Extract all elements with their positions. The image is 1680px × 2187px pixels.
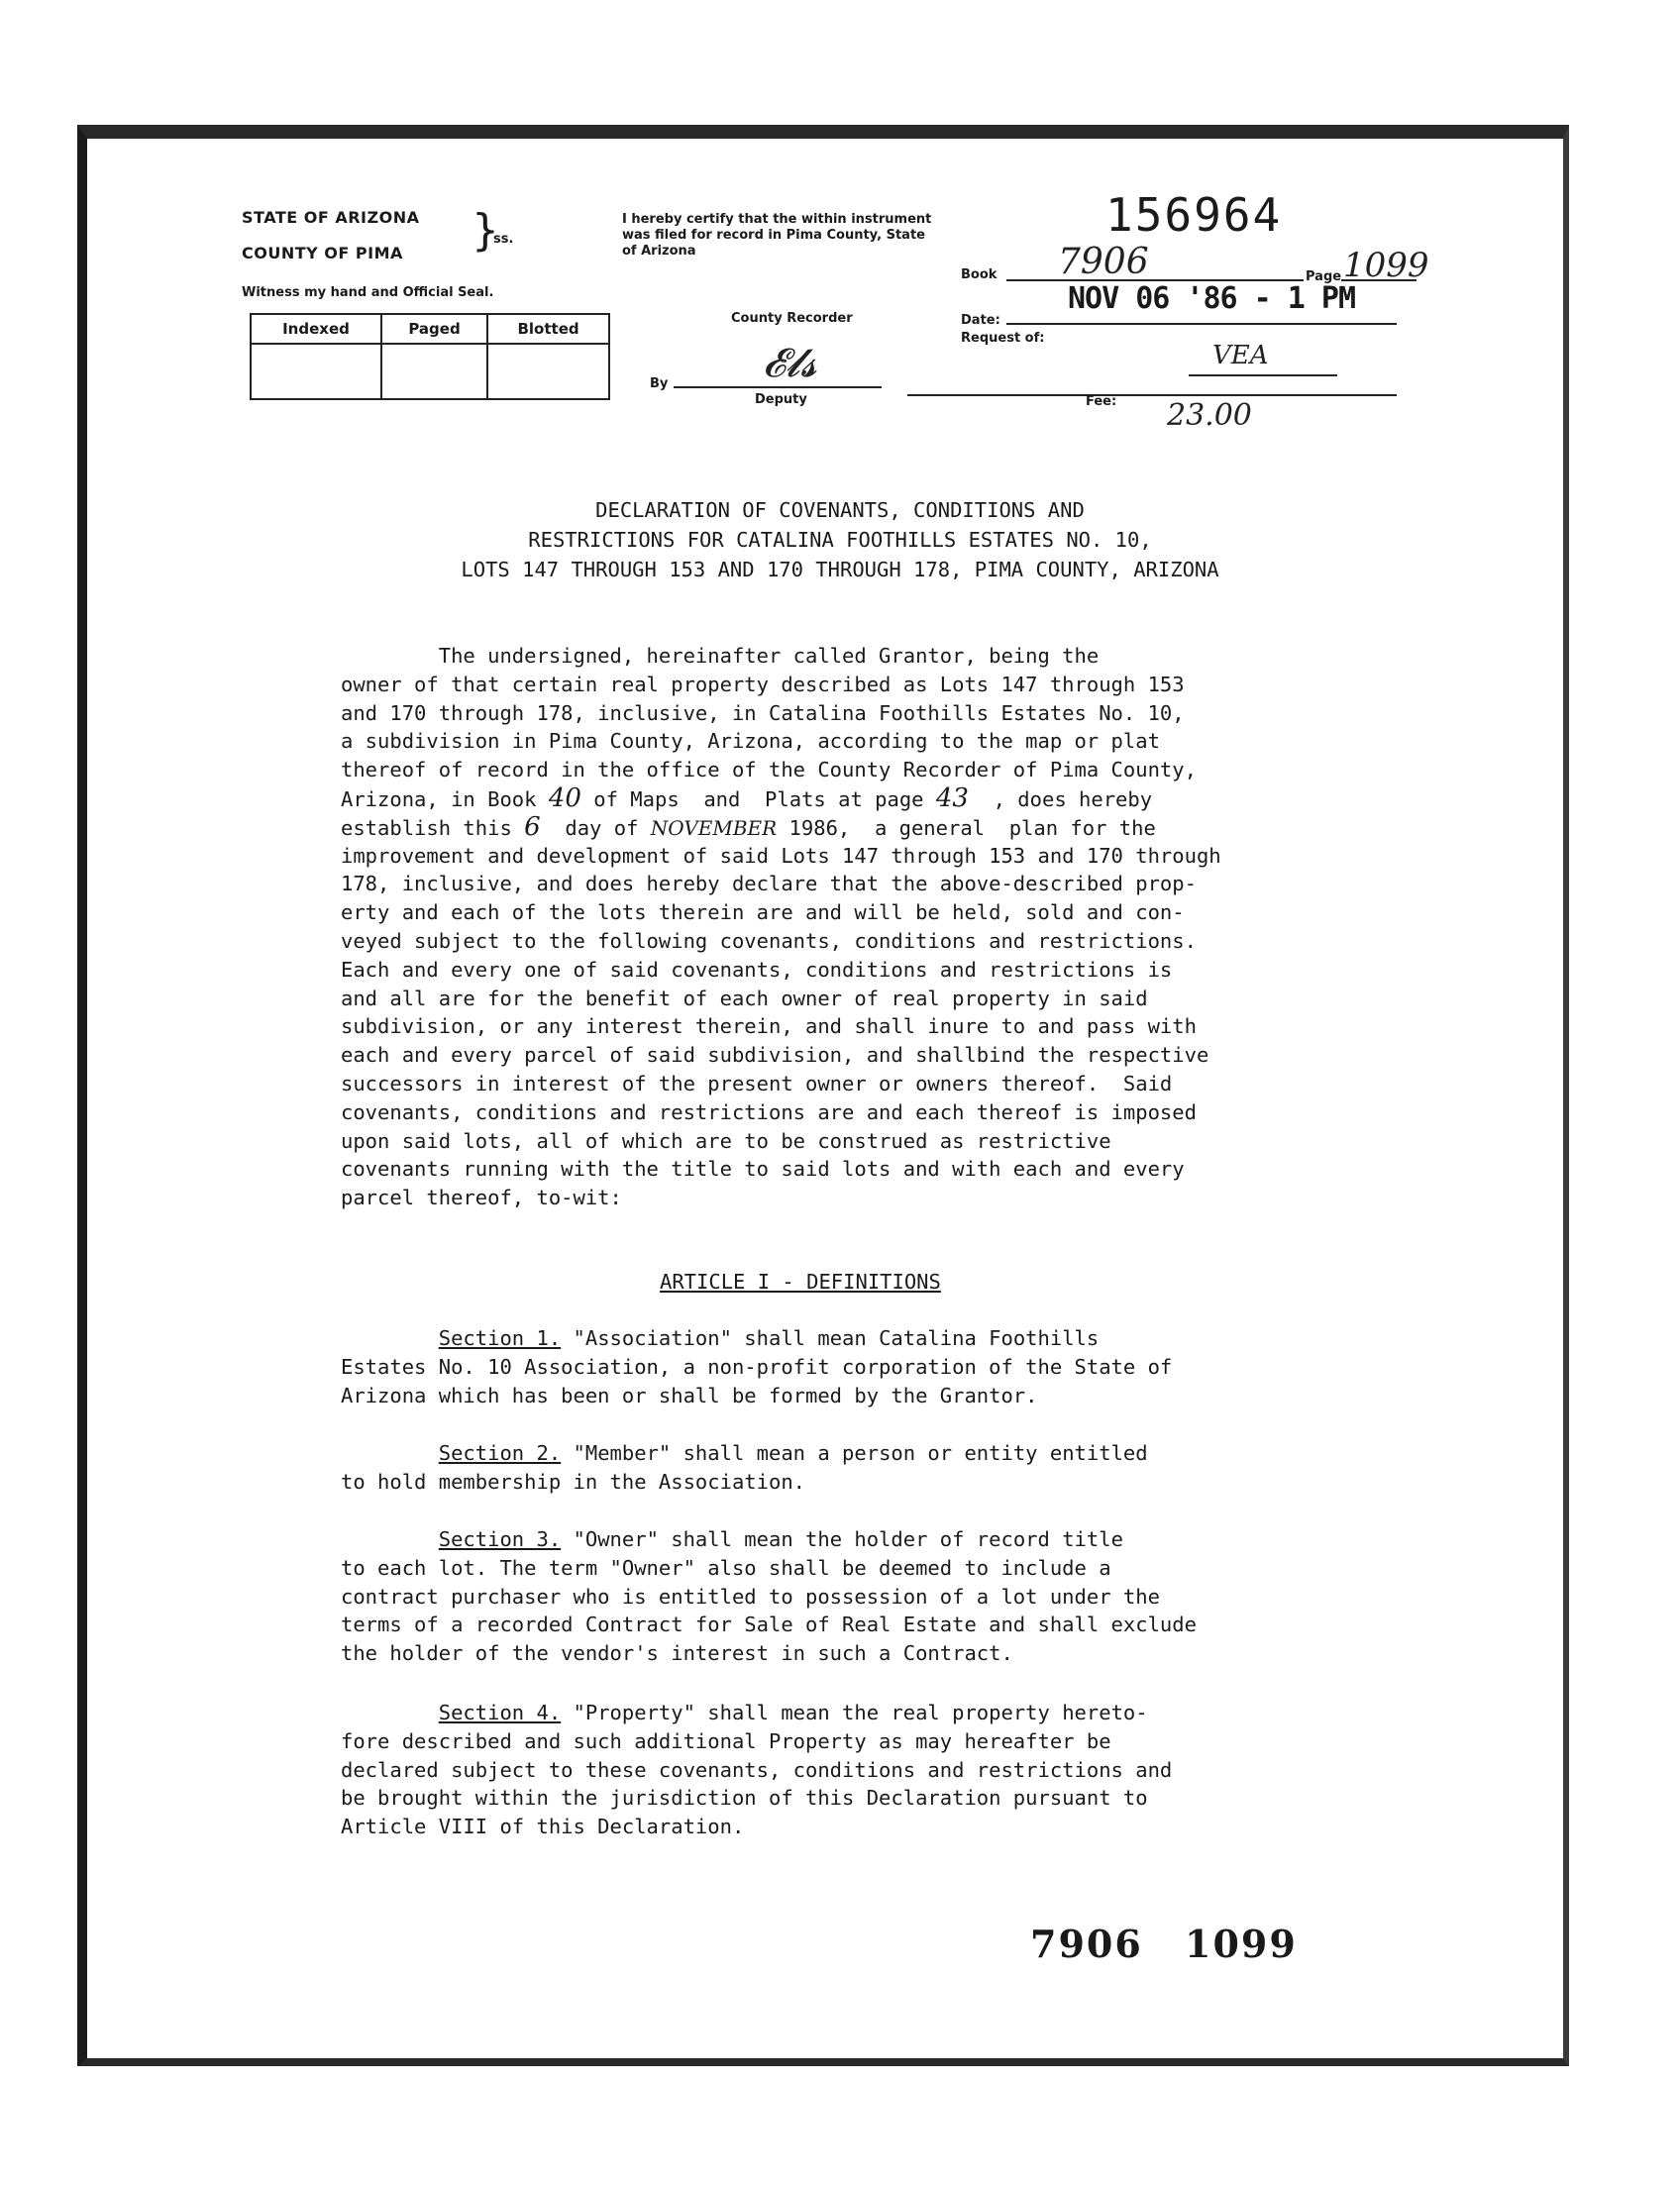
section-4-line: Article VIII of this Declaration. [341, 1815, 745, 1839]
request-line [1189, 374, 1337, 376]
section-2-label: Section 2. [438, 1441, 562, 1465]
section-3-line: to each lot. The term "Owner" also shall be deemed to include a [341, 1555, 1111, 1580]
intro-text: establish this [341, 815, 525, 840]
ss-label: ss. [493, 232, 514, 247]
recording-table [250, 313, 610, 400]
title-line-1: DECLARATION OF COVENANTS, CONDITIONS AND [595, 498, 1085, 522]
state-label: STATE OF ARIZONA [242, 208, 420, 227]
article-heading: ARTICLE I - DEFINITIONS [660, 1270, 941, 1294]
page-value: 1099 [1343, 246, 1429, 285]
section-4-label: Section 4. [438, 1701, 562, 1724]
section-text: "Property" shall mean the real property hereto- [561, 1701, 1148, 1724]
intro-line: 178, inclusive, and does hereby declare that the above-described prop- [341, 872, 1197, 896]
intro-line: improvement and development of said Lots 147 through 153 and 170 through [341, 843, 1221, 868]
intro-line: erty and each of the lots therein are and will be held, sold and con- [341, 900, 1185, 925]
page-label: Page [1306, 269, 1342, 284]
section-2-line [341, 1439, 1391, 1468]
section-3-line: terms of a recorded Contract for Sale of Real Estate and shall exclude [341, 1613, 1197, 1637]
fee-label: Fee: [1086, 394, 1117, 409]
handwritten-book: 40 [548, 783, 581, 813]
county-recorder-label: County Recorder [731, 311, 853, 326]
handwritten-month: NOVEMBER [650, 815, 778, 840]
section-4-line: be brought within the jurisdiction of this Declaration pursuant to [341, 1786, 1148, 1811]
section-3-line: the holder of the vendor's interest in such a Contract. [341, 1641, 1013, 1666]
section-2-line: to hold membership in the Association. [341, 1469, 805, 1494]
intro-line: parcel thereof, to-wit: [341, 1186, 622, 1210]
title-line-3: LOTS 147 THROUGH 153 AND 170 THROUGH 178, PIMA COUNTY, ARIZONA [461, 558, 1219, 581]
blotted-cell [487, 344, 609, 399]
intro-line: covenants running with the title to said lots and with each and every [341, 1157, 1185, 1182]
intro-line: thereof of record in the office of the County Recorder of Pima County, [341, 758, 1197, 782]
intro-line: Each and every one of said covenants, conditions and restrictions is [341, 957, 1173, 982]
date-stamp: NOV 06 '86 - 1 PM [1068, 281, 1356, 316]
date-label: Date: [961, 313, 1000, 328]
intro-line: covenants, conditions and restrictions are and each thereof is imposed [341, 1099, 1197, 1124]
deputy-label: Deputy [755, 392, 807, 407]
section-text: "Association" shall mean Catalina Foothills [561, 1326, 1100, 1350]
intro-line: and all are for the benefit of each owner of real property in said [341, 986, 1148, 1010]
section-1-label: Section 1. [438, 1326, 562, 1350]
section-text: "Owner" shall mean the holder of record title [561, 1527, 1123, 1551]
section-3-label: Section 3. [438, 1527, 562, 1551]
date-line [1006, 323, 1397, 325]
intro-text: Arizona, in Book [341, 787, 549, 811]
intro-line: subdivision, or any interest therein, and shall inure to and pass with [341, 1014, 1197, 1039]
by-label: By [650, 376, 669, 391]
certify-text: I hereby certify that the within instrument was filed for record in Pima County, State of Arizona [622, 212, 932, 259]
section-1-line: Arizona which has been or shall be formed by the Grantor. [341, 1383, 1038, 1407]
footer-page-number: 1099 [1185, 1922, 1298, 1966]
book-value: 7906 [1058, 242, 1149, 282]
section-3-line [341, 1525, 1391, 1554]
intro-text: 1986, a general plan for the [777, 815, 1156, 840]
intro-line: successors in interest of the present owner or owners thereof. Said [341, 1072, 1173, 1095]
intro-text: , does hereby [968, 787, 1153, 811]
request-label: Request of: [961, 331, 1045, 346]
intro-line: each and every parcel of said subdivision, and shallbind the respective [341, 1043, 1209, 1068]
section-1-line: Estates No. 10 Association, a non-profit corporation of the State of [341, 1354, 1173, 1379]
paged-cell [381, 344, 487, 399]
request-value: VEA [1212, 341, 1269, 370]
intro-line: and 170 through 178, inclusive, in Catalina Foothills Estates No. 10, [341, 700, 1185, 725]
footer-book-number: 7906 [1030, 1922, 1143, 1966]
witness-label: Witness my hand and Official Seal. [242, 285, 494, 300]
intro-text: of Maps and Plats at page [580, 787, 936, 811]
section-1-line [341, 1324, 1391, 1353]
by-line [674, 386, 882, 388]
intro-line: a subdivision in Pima County, Arizona, according to the map or plat [341, 729, 1160, 754]
handwritten-page: 43 [935, 783, 969, 813]
intro-line: veyed subject to the following covenants, conditions and restrictions. [341, 929, 1197, 953]
section-text: "Member" shall mean a person or entity entitled [561, 1441, 1148, 1465]
indexed-header: Indexed [251, 314, 381, 344]
section-3-line: contract purchaser who is entitled to possession of a lot under the [341, 1584, 1160, 1609]
book-label: Book [961, 267, 998, 282]
section-4-line: fore described and such additional Property as may hereafter be [341, 1728, 1111, 1753]
handwritten-day: 6 [524, 811, 541, 842]
intro-line-book [341, 784, 1391, 814]
intro-line: owner of that certain real property described as Lots 147 through 153 [341, 672, 1185, 696]
title-line-2: RESTRICTIONS FOR CATALINA FOOTHILLS ESTATES NO. 10, [528, 528, 1152, 552]
fee-value: 23.00 [1167, 398, 1252, 433]
section-4-line: declared subject to these covenants, conditions and restrictions and [341, 1757, 1173, 1782]
intro-line: upon said lots, all of which are to be construed as restrictive [341, 1128, 1111, 1153]
indexed-cell [251, 344, 381, 399]
paged-header: Paged [381, 314, 487, 344]
brace: } [472, 205, 499, 256]
blotted-header: Blotted [487, 314, 609, 344]
intro-line-date [341, 813, 1391, 843]
document-number: 156964 [1105, 188, 1283, 242]
intro-line: The undersigned, hereinafter called Grantor, being the [341, 644, 1100, 668]
fee-rule [907, 394, 1397, 396]
section-4-line [341, 1699, 1391, 1727]
county-label: COUNTY OF PIMA [242, 244, 403, 262]
deputy-signature: 𝓔𝓵𝓼 [763, 341, 817, 386]
intro-text: day of [540, 815, 651, 840]
